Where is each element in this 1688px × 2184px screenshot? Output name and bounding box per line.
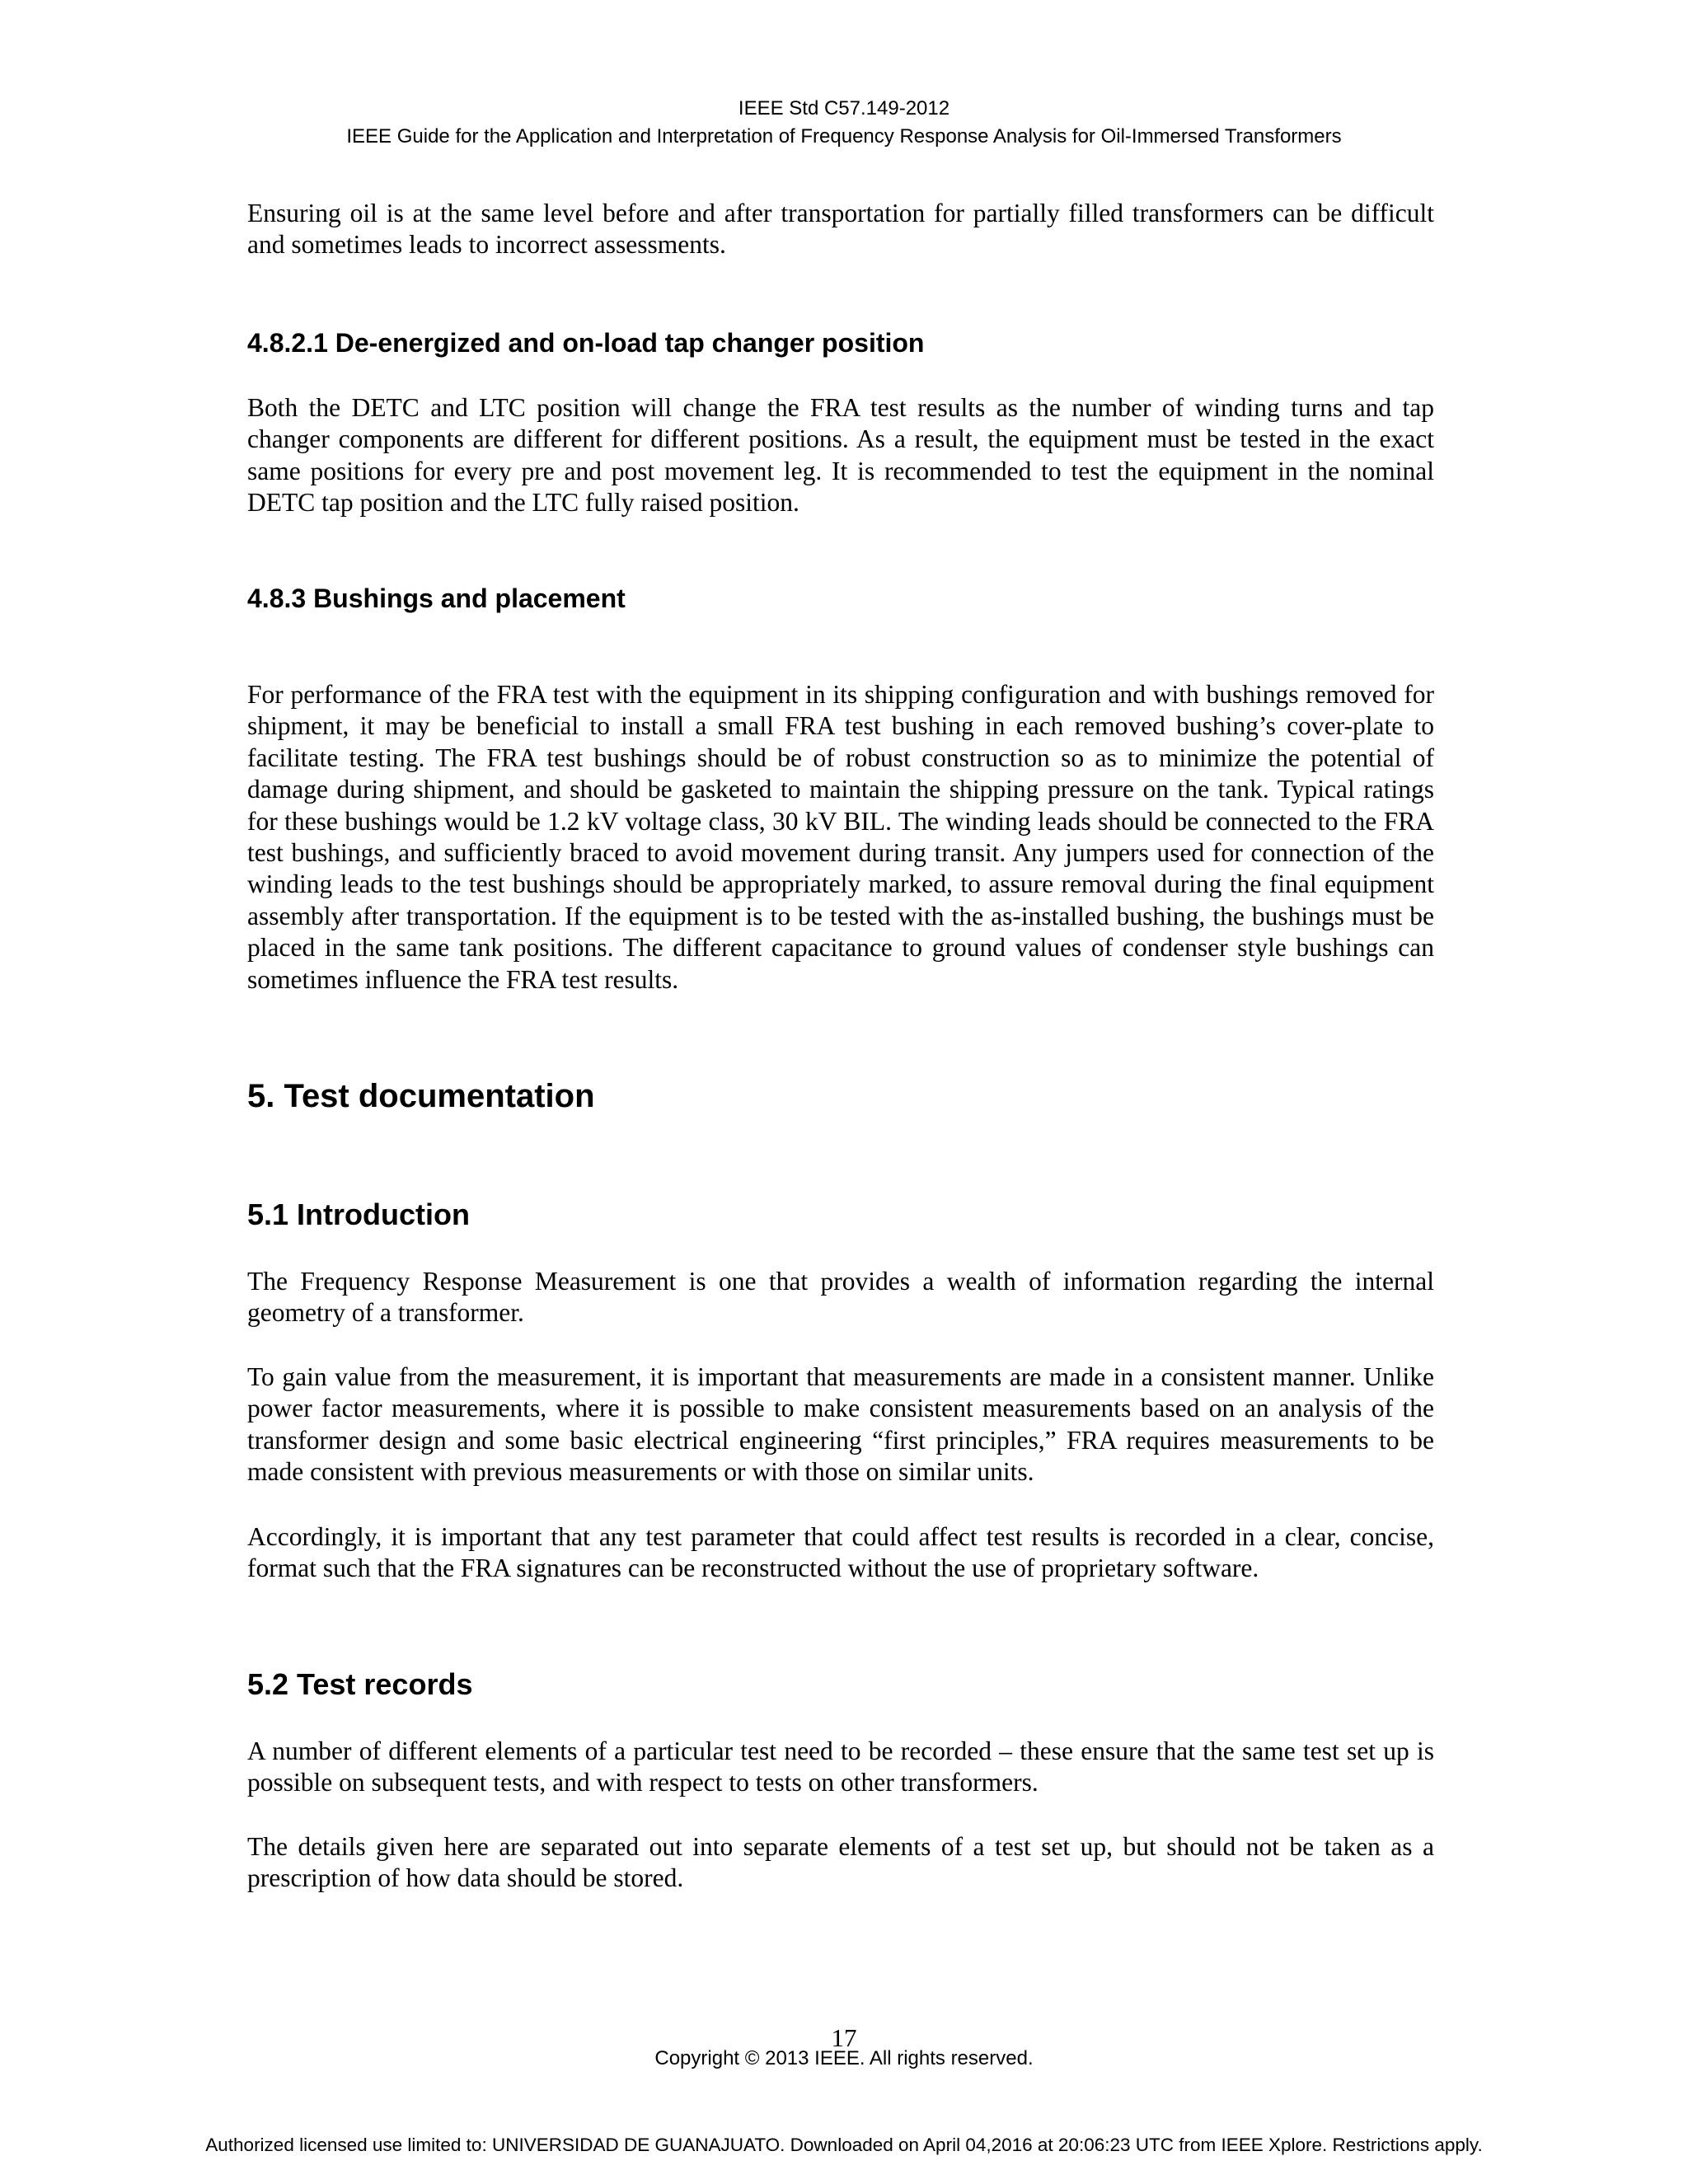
paragraph-oil-level: Ensuring oil is at the same level before and after transportation for partially filled transformers can be difficult and sometimes leads to incorrect assessments.	[247, 199, 1434, 260]
heading-5-1-introduction: 5.1 Introduction	[247, 1197, 470, 1231]
paragraph-records-2: The details given here are separated out into separate elements of a test set up, but should not be taken as a prescription of how data should be stored.	[247, 1832, 1434, 1893]
license-notice: Authorized licensed use limited to: UNIVERSIDAD DE GUANAJUATO. Downloaded on April 04,2016 at 20:06:23 UTC from IEEE Xplore. Restrictions apply.	[205, 2135, 1483, 2155]
header-guide-title: IEEE Guide for the Application and Interpretation of Frequency Response Analysis for Oil-Immersed Transformers	[346, 125, 1342, 148]
page-number: 17	[831, 2023, 857, 2052]
paragraph-intro-3: Accordingly, it is important that any test parameter that could affect test results is recorded in a clear, concise, format such that the FRA signatures can be reconstructed without the use of proprietary software.	[247, 1522, 1434, 1583]
paragraph-intro-2: To gain value from the measurement, it is important that measurements are made in a consistent manner. Unlike power factor measurements, where it is possible to make consistent measurements based on an analysis of the transformer design and some basic electrical engineering “first principles,” FRA requires measurements to be made consistent with previous measurements or with those on similar units.	[247, 1362, 1434, 1487]
copyright-notice: Copyright © 2013 IEEE. All rights reserved.	[654, 2047, 1034, 2069]
paragraph-tap-changer: Both the DETC and LTC position will change the FRA test results as the number of winding turns and tap changer components are different for different positions. As a result, the equipment must be tested in the exact same positions for every pre and post movement leg. It is recommended to test the equipment in the nominal DETC tap position and the LTC fully raised position.	[247, 393, 1434, 518]
paragraph-intro-1: The Frequency Response Measurement is one that provides a wealth of information regarding the internal geometry of a transformer.	[247, 1267, 1434, 1328]
paragraph-records-1: A number of different elements of a particular test need to be recorded – these ensure that the same test set up is possible on subsequent tests, and with respect to tests on other transformers.	[247, 1736, 1434, 1797]
heading-4-8-3: 4.8.3 Bushings and placement	[247, 583, 626, 613]
paragraph-bushings: For performance of the FRA test with the equipment in its shipping configuration and with bushings removed for shipment, it may be beneficial to install a small FRA test bushing in each removed bushing’s cover-plate to facilitate testing. The FRA test bushings should be of robust construction so as to minimize the potential of damage during shipment, and should be gasketed to maintain the shipping pressure on the tank. Typical ratings for these bushings would be 1.2 kV voltage class, 30 kV BIL. The winding leads should be connected to the FRA test bushings, and sufficiently braced to avoid movement during transit. Any jumpers used for connection of the winding leads to the test bushings should be appropriately marked, to assure removal during the final equipment assembly after transportation. If the equipment is to be tested with the as-installed bushing, the bushings must be placed in the same tank positions. The different capacitance to ground values of condenser style bushings can sometimes influence the FRA test results.	[247, 680, 1434, 994]
heading-5-2-test-records: 5.2 Test records	[247, 1667, 473, 1701]
heading-5-test-documentation: 5. Test documentation	[247, 1078, 595, 1114]
heading-4-8-2-1: 4.8.2.1 De-energized and on-load tap changer position	[247, 328, 925, 358]
header-standard-number: IEEE Std C57.149-2012	[738, 97, 950, 120]
